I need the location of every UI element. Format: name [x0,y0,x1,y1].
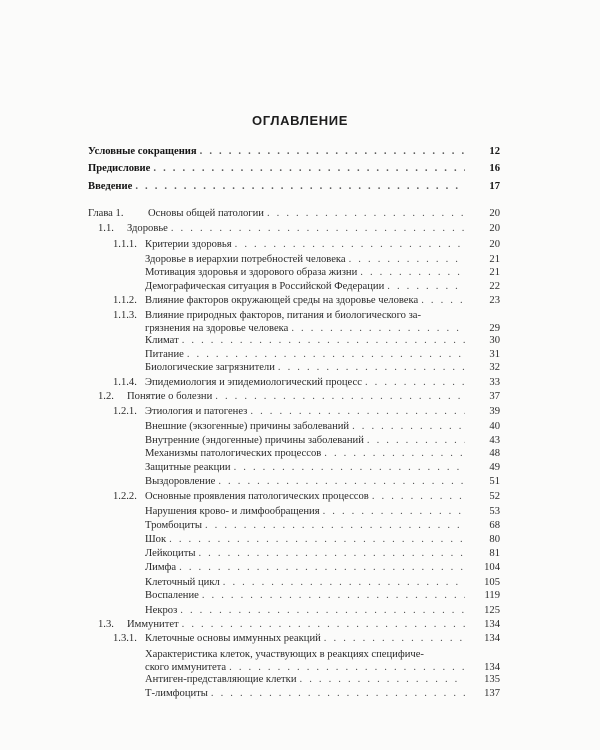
toc-entry-title: Мотивация здоровья и здорового образа жизни [145,267,358,278]
toc-entry-title: Внешние (экзогенные) причины заболеваний [145,421,350,432]
toc-entry-title: Критерии здоровья [145,239,232,250]
dot-leader [205,519,465,532]
page-title: ОГЛАВЛЕНИЕ [252,113,348,128]
toc-page-number: 23 [489,295,500,306]
dot-leader [421,294,465,307]
toc-entry-number: Глава 1. [88,208,124,219]
dot-leader [202,589,465,602]
toc-entry-title: Внутренние (эндогенные) причины заболеваний [145,435,364,446]
toc-entry-title: Климат [145,335,179,346]
toc-entry-number: 1.3.1. [113,633,137,644]
dot-leader [323,505,465,518]
toc-entry-title-continued: грязнения на здоровье человека [145,323,289,334]
toc-entry-title: Т-лимфоциты [145,688,208,699]
dot-leader [372,490,465,503]
toc-entry-number: 1.1.3. [113,310,137,321]
dot-leader [360,266,465,279]
toc-entry-title: Понятие о болезни [127,391,213,402]
toc-entry-title: Биологические загрязнители [145,362,275,373]
toc-page-number: 22 [489,281,500,292]
dot-leader [235,238,465,251]
dot-leader [278,361,465,374]
toc-entry-number: 1.3. [98,619,114,630]
dot-leader [223,576,465,589]
dot-leader [324,447,465,460]
toc-entry-title: Условные сокращения [88,146,197,157]
toc-entry-title: Тромбоциты [145,520,202,531]
toc-entry-title: Шок [145,534,167,545]
toc-entry-title: Антиген-представляющие клетки [145,674,297,685]
toc-page-number: 135 [484,674,500,685]
toc-entry-title: Этиология и патогенез [145,406,248,417]
toc-page-number: 51 [489,476,500,487]
dot-leader [300,673,466,686]
toc-page-number: 119 [484,590,500,601]
dot-leader [198,547,465,560]
toc-page-number: 20 [489,223,500,234]
dot-leader [349,253,465,266]
toc-entry-title: Лимфа [145,562,177,573]
toc-entry-title-continued: ского иммунитета [145,662,227,673]
toc-entry-title: Предисловие [88,163,151,174]
toc-page-number: 17 [489,181,500,192]
dot-leader [211,687,465,700]
dot-leader [171,222,465,235]
dot-leader [250,405,465,418]
toc-page-number: 134 [484,633,500,644]
dot-leader [215,390,465,403]
toc-page-number: 21 [489,254,500,265]
toc-entry-title: Характеристика клеток, участвующих в реакциях специфиче- [145,649,424,660]
toc-entry-number: 1.2. [98,391,114,402]
toc-entry-title: Здоровье в иерархии потребностей человека [145,254,346,265]
dot-leader [182,618,465,631]
toc-entry-title: Лейкоциты [145,548,196,559]
toc-page-number: 40 [489,421,500,432]
toc-page-number: 43 [489,435,500,446]
toc-entry-title: Выздоровление [145,476,216,487]
dot-leader [153,162,465,175]
toc-entry-number: 1.2.2. [113,491,137,502]
dot-leader [179,561,465,574]
dot-leader [324,632,465,645]
toc-page-number: 53 [489,506,500,517]
toc-entry-title: Введение [88,181,133,192]
toc-entry-title: Нарушения крово- и лимфообращения [145,506,320,517]
toc-entry-title: Влияние природных факторов, питания и биологического за- [145,310,422,321]
toc-entry-title: Механизмы патологических процессов [145,448,322,459]
dot-leader [218,475,465,488]
dot-leader [182,334,465,347]
toc-page-number: 48 [489,448,500,459]
toc-page-number: 125 [484,605,500,616]
toc-entry-number: 1.1.2. [113,295,137,306]
toc-page-number: 20 [489,208,500,219]
dot-leader [352,420,465,433]
toc-entry-title: Клеточные основы иммунных реакций [145,633,321,644]
toc-entry-title: Основы общей патологии [148,208,264,219]
toc-page-number: 52 [489,491,500,502]
toc-page-number: 134 [484,662,500,673]
dot-leader [267,207,465,220]
toc-entry-title: Защитные реакции [145,462,231,473]
dot-leader [187,348,465,361]
toc-entry-number: 1.1.1. [113,239,137,250]
toc-entry-title: Воспаление [145,590,199,601]
toc-page-number: 16 [489,163,500,174]
toc-page-number: 80 [489,534,500,545]
toc-page-number: 31 [489,349,500,360]
toc-page-number: 37 [489,391,500,402]
toc-page-number: 12 [489,146,500,157]
dot-leader [387,280,465,293]
toc-page-number: 81 [489,548,500,559]
toc-entry-number: 1.1. [98,223,114,234]
toc-entry-title: Основные проявления патологических процессов [145,491,369,502]
toc-page-number: 39 [489,406,500,417]
toc-entry-title: Клеточный цикл [145,577,220,588]
toc-entry-title: Питание [145,349,184,360]
toc-page-number: 68 [489,520,500,531]
toc-page-number: 30 [489,335,500,346]
toc-entry-number: 1.2.1. [113,406,137,417]
dot-leader [135,180,465,193]
dot-leader [365,376,465,389]
toc-entry-title: Влияние факторов окружающей среды на здоровье человека [145,295,419,306]
dot-leader [367,434,465,447]
toc-page-number: 32 [489,362,500,373]
toc-entry-title: Демографическая ситуация в Российской Федерации [145,281,385,292]
toc-page-number: 29 [489,323,500,334]
toc-entry-title: Иммунитет [127,619,179,630]
toc-page-number: 104 [484,562,500,573]
toc-page-number: 21 [489,267,500,278]
toc-entry-title: Эпидемиология и эпидемиологический процесс [145,377,362,388]
dot-leader [180,604,465,617]
toc-page-number: 105 [484,577,500,588]
toc-page-number: 20 [489,239,500,250]
dot-leader [200,145,465,158]
toc-page-number: 49 [489,462,500,473]
toc-entry-title: Некроз [145,605,178,616]
toc-entry-number: 1.1.4. [113,377,137,388]
toc-entry-title: Здоровье [127,223,168,234]
dot-leader [169,533,465,546]
dot-leader [234,461,465,474]
toc-page-number: 33 [489,377,500,388]
toc-page-number: 134 [484,619,500,630]
toc-page-number: 137 [484,688,500,699]
